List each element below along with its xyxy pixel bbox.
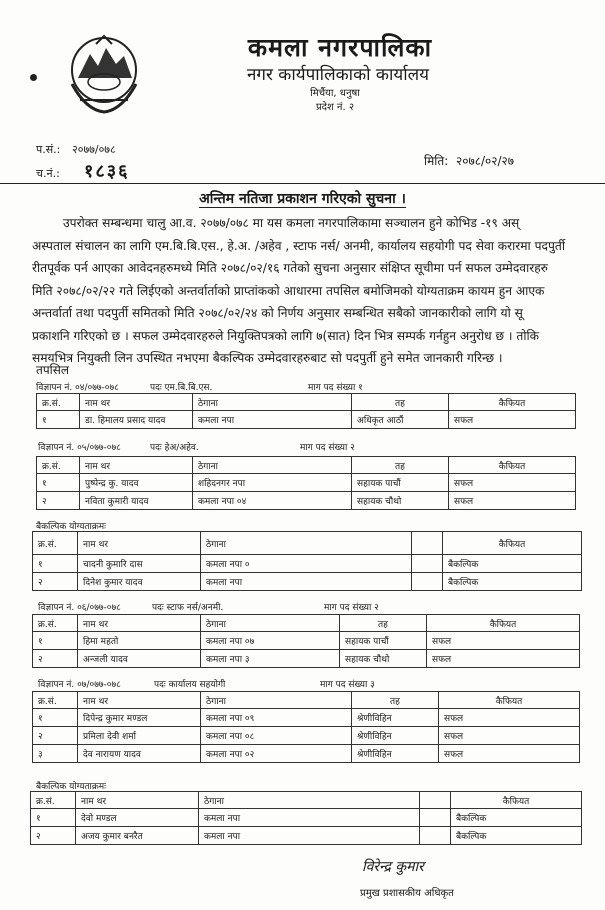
- cell-name: नविता कुमारी यादव: [80, 492, 193, 510]
- cell-remarks: सफल: [427, 650, 580, 668]
- cell-level: श्रेणीविहिन: [352, 745, 439, 763]
- col-blank: [412, 532, 443, 555]
- cell-remarks: सफल: [449, 492, 576, 510]
- cell-remarks: सफल: [449, 474, 576, 492]
- table-header-row: [31, 792, 582, 809]
- cell-address: कमला नपा: [199, 809, 420, 827]
- tapsil-heading: तपसिल: [36, 363, 70, 377]
- col-name: नाम थर: [78, 532, 201, 555]
- cell-address: कमला नपा ३: [201, 650, 340, 668]
- signature-title: प्रमुख प्रशासकीय अधिकृत: [360, 888, 454, 899]
- s2-vigyapan: विज्ञापन नं. ०५/०७७-०७८: [38, 443, 121, 453]
- col-level: तह: [352, 394, 449, 411]
- col-sn: क्र.सं.: [33, 615, 78, 632]
- cell-address: कमला नपा: [193, 411, 352, 429]
- cell-name: हिमा महतो: [78, 632, 201, 650]
- cell-level: सहायक पाचौं: [340, 632, 427, 650]
- col-address: ठेगाना: [201, 532, 412, 555]
- cell-sn: १: [37, 474, 80, 492]
- col-sn: क्र.सं.: [31, 792, 76, 809]
- cell-sn: ३: [33, 745, 78, 763]
- table-ha-alternate: [32, 531, 582, 591]
- col-sn: क्र.सं.: [33, 692, 78, 709]
- office-subtitle: नगर कार्यपालिकाको कार्यालय: [246, 65, 430, 85]
- cell-sn: १: [31, 809, 76, 827]
- cell-blank: [420, 827, 451, 845]
- col-remarks: कैफियत: [449, 457, 576, 474]
- s4-vigyapan: विज्ञापन नं. ०६/०७७-०७८: [38, 603, 121, 613]
- cell-address: कमला नपा ०७: [201, 632, 340, 650]
- notice-title: अन्तिम नतिजा प्रकाशन गरिएको सुचना ।: [199, 191, 406, 207]
- s1-demand: माग पद संख्या १: [308, 383, 363, 393]
- col-remarks: कैफियत: [449, 394, 576, 411]
- cell-address: कमला नपा ०२: [201, 745, 352, 763]
- cell-level: सहायक चौथो: [352, 492, 449, 510]
- s5-demand: माग पद संख्या ३: [320, 680, 375, 690]
- table-row: [33, 650, 580, 668]
- cell-sn: २: [33, 650, 78, 668]
- table-staff-nurse: [32, 614, 580, 668]
- s1-vigyapan: विज्ञापन नं. ०४/०७७-०७८: [36, 383, 119, 393]
- cell-sn: १: [33, 632, 78, 650]
- cell-remarks: बैकल्पिक: [443, 573, 582, 591]
- table-office-helper: [32, 691, 580, 763]
- table-mbbs: [36, 393, 576, 429]
- table-header-row: [33, 532, 582, 555]
- signature: विरेन्द्र कुमार: [362, 859, 424, 875]
- office-title: कमला नगरपालिका: [247, 33, 433, 62]
- table-header-row: [37, 457, 576, 474]
- col-address: ठेगाना: [193, 394, 352, 411]
- cell-address: शहिदनगर नपा: [193, 474, 352, 492]
- date-label: मिति:: [424, 154, 449, 168]
- table-row: [33, 745, 580, 763]
- cell-sn: १: [33, 709, 78, 727]
- cell-name: चादनी कुमारि दास: [78, 555, 201, 573]
- s6-heading: बैकल्पिक योग्यताक्रमः: [36, 782, 107, 792]
- cell-address: कमला नपा ०४: [193, 492, 352, 510]
- office-province: प्रदेश नं. २: [315, 102, 355, 113]
- cell-sn: २: [33, 573, 78, 591]
- s4-post: पदः स्टाफ नर्स/अनमी.: [152, 603, 224, 613]
- cell-address: कमला नपा: [199, 827, 420, 845]
- col-address: ठेगाना: [201, 692, 352, 709]
- office-address: मिर्चैया, धनुषा: [310, 88, 360, 99]
- table-row: [31, 827, 582, 845]
- government-emblem: [66, 32, 142, 118]
- cell-sn: २: [31, 827, 76, 845]
- ps-value: २०७७/०७८: [72, 143, 116, 156]
- cell-address: कमला नपा ०: [201, 555, 412, 573]
- col-sn: क्र.सं.: [37, 457, 80, 474]
- col-remarks: कैफियत: [427, 615, 580, 632]
- col-remarks: कैफियत: [451, 792, 582, 809]
- cell-name: देवो मण्डल: [76, 809, 199, 827]
- cell-remarks: बैकल्पिक: [451, 827, 582, 845]
- ps-label: प.सं.:: [36, 143, 61, 156]
- cell-address: कमला नपा: [201, 573, 412, 591]
- cell-level: अधिकृत आठौं: [352, 411, 449, 429]
- col-address: ठेगाना: [199, 792, 420, 809]
- col-address: ठेगाना: [201, 615, 340, 632]
- col-remarks: कैफियत: [443, 532, 582, 555]
- cell-remarks: बैकल्पिक: [451, 809, 582, 827]
- s5-post: पदः कार्यालय सहयोगी: [154, 680, 226, 690]
- cell-blank: [412, 555, 443, 573]
- col-remarks: कैफियत: [439, 692, 580, 709]
- cell-name: डा. हिमालय प्रसाद यादव: [80, 411, 193, 429]
- col-address: ठेगाना: [193, 457, 352, 474]
- cell-blank: [420, 809, 451, 827]
- table-row: [33, 709, 580, 727]
- s2-post: पदः हेअ/अहेव.: [150, 443, 199, 453]
- s1-post: पदः एम.बि.बि.एस.: [150, 383, 213, 393]
- cell-name: अन्जली यादव: [78, 650, 201, 668]
- col-name: नाम थर: [76, 792, 199, 809]
- cell-level: श्रेणीविहिन: [352, 727, 439, 745]
- header-divider: [0, 183, 605, 184]
- s5-vigyapan: विज्ञापन नं. ०७/०७७-०७८: [38, 680, 121, 690]
- table-row: [33, 632, 580, 650]
- cell-address: कमला नपा ०८: [201, 727, 352, 745]
- col-level: तह: [340, 615, 427, 632]
- table-row: [37, 492, 576, 510]
- cell-level: सहायक चौथो: [340, 650, 427, 668]
- cell-remarks: सफल: [439, 727, 580, 745]
- date-value: २०७८/०२/२७: [456, 154, 515, 168]
- cell-sn: १: [33, 555, 78, 573]
- s4-demand: माग पद संख्या २: [324, 603, 379, 613]
- col-sn: क्र.सं.: [33, 532, 78, 555]
- cell-remarks: सफल: [439, 745, 580, 763]
- notice-body: उपरोक्त सम्बन्धमा चालु आ.व. २०७७/०७८ मा यस कमला नगरपालिकामा सञ्चालन हुने कोभिड -१९ अस् अस्पताल संचालन का लागि एम.बि.बि.एस., हे.अ. /अहेव , स्टाफ नर्स/ अनमी, कार्यालय सहयोगी पद सेवा करारमा पदपुर्ती रीतपूर्वक पर्न आएका आवेदनहरुमध्ये मिति २०७८/०२/१६ गतेको सुचना अनुसार संक्षिप्त सूचीमा पर्न सफल उम्मेदवारहरु मिति २०७८/०२/२२ गते लिईएको अन्तर्वार्ताको प्राप्तांकको आधारमा तपसिल बमोजिमको योग्यताक्रम कायम हुन आएक अन्तर्वार्ता तथा पदपुर्ती समितको मिति २०७८/०२/२४ को निर्णय अनुसार सम्बन्धित सबैको जानकारीको लागि यो सू प्रकाशनि गरिएको छ । सफल उम्मेदवारहरुले नियुक्तिपत्रको लागि ७(सात) दिन भित्र सम्पर्क गर्नहुन अनुरोध छ । तोकि समयभित्र नियुक्ती लिन उपस्थित नभएमा बैकल्पिक उम्मेदवारहरुबाट सो पदपुर्ती हुने समेत जानकारी गरिन्छ ।: [32, 216, 566, 365]
- col-level: तह: [352, 692, 439, 709]
- table-row: [33, 573, 582, 591]
- cell-remarks: सफल: [439, 709, 580, 727]
- table-row: [33, 555, 582, 573]
- table-row: [37, 474, 576, 492]
- table-row: [37, 411, 576, 429]
- table-header-row: [37, 394, 576, 411]
- cell-address: कमला नपा ०९: [201, 709, 352, 727]
- cell-sn: २: [33, 727, 78, 745]
- cell-name: दिपेन्द्र कुमार मण्डल: [78, 709, 201, 727]
- col-blank: [420, 792, 451, 809]
- cell-sn: २: [37, 492, 80, 510]
- table-ha: [36, 456, 576, 510]
- s3-heading: बैकल्पिक योग्यताक्रमः: [36, 522, 107, 532]
- col-name: नाम थर: [80, 457, 193, 474]
- cell-name: पुष्पेन्द्र कु. यादव: [80, 474, 193, 492]
- cell-name: दिनेश कुमार यादव: [78, 573, 201, 591]
- col-name: नाम थर: [80, 394, 193, 411]
- cn-label: च.नं.:: [36, 167, 60, 180]
- cell-name: देव नारायण यादव: [78, 745, 201, 763]
- table-row: [31, 809, 582, 827]
- table-row: [33, 727, 580, 745]
- cell-remarks: बैकल्पिक: [443, 555, 582, 573]
- cell-name: प्रमिला देवी शर्मा: [78, 727, 201, 745]
- cell-name: अजय कुमार बनरैत: [76, 827, 199, 845]
- punch-hole-mark: [30, 74, 37, 81]
- col-name: नाम थर: [78, 615, 201, 632]
- table-header-row: [33, 692, 580, 709]
- cell-remarks: सफल: [449, 411, 576, 429]
- table-header-row: [33, 615, 580, 632]
- s2-demand: माग पद संख्या २: [300, 443, 355, 453]
- cell-remarks: सफल: [427, 632, 580, 650]
- cell-level: सहायक पाचौं: [352, 474, 449, 492]
- cell-sn: १: [37, 411, 80, 429]
- cell-blank: [412, 573, 443, 591]
- col-name: नाम थर: [78, 692, 201, 709]
- col-level: तह: [352, 457, 449, 474]
- cn-value: १८३६: [84, 161, 130, 182]
- table-office-helper-alternate: [30, 791, 582, 845]
- col-sn: क्र.सं.: [37, 394, 80, 411]
- cell-level: श्रेणीविहिन: [352, 709, 439, 727]
